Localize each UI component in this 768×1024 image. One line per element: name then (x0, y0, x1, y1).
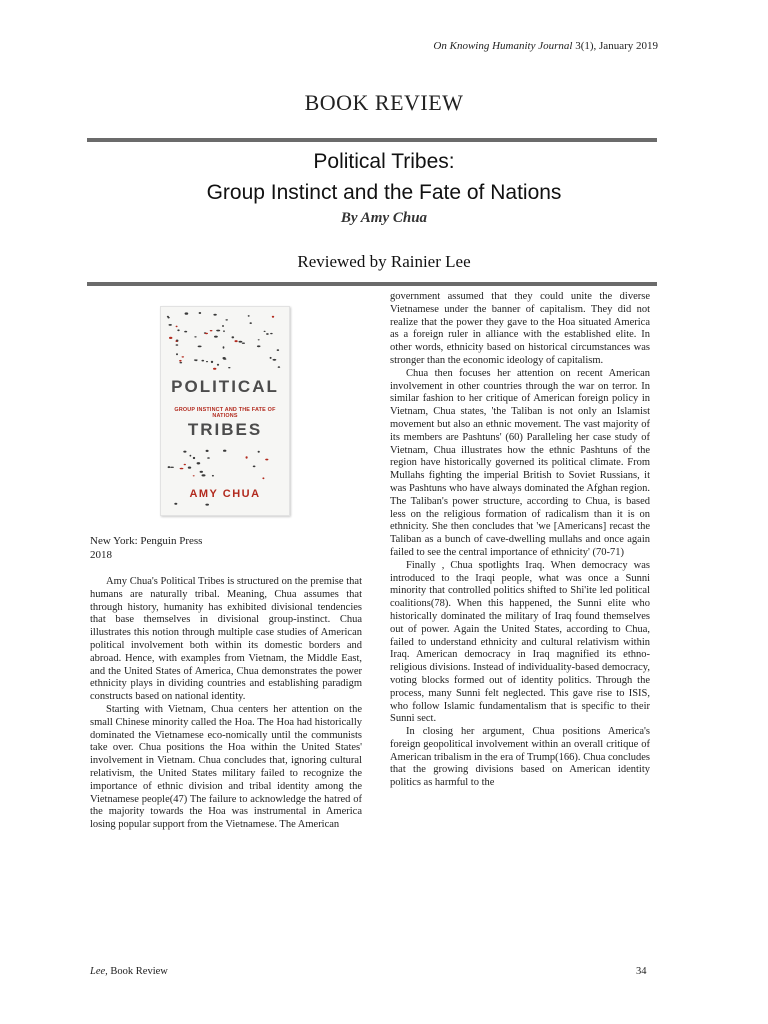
journal-issue: 3(1), January 2019 (572, 40, 658, 52)
book-author: By Amy Chua (340, 210, 428, 226)
paragraph: Amy Chua's Political Tribes is structured on the premise that humans are naturally tribal. Meaning, Chua assumes that through history, humanity has exhibited divisional tendencies that base themselves in divisional group-instinct. Chua illustrates this notion through multiple case studies of American political involvement both within its domestic borders and abroad. Hence, with examples from Vietnam, the Middle East, and the United States of America, Chua demonstrates the power ethnicity plays in dividing countries and establishing paradigm constructs based on national identity. (90, 576, 362, 703)
publication-info (90, 534, 202, 562)
cover-dot (213, 368, 216, 370)
cover-dot (194, 336, 196, 337)
cover-dot (257, 345, 261, 347)
cover-dot (183, 451, 186, 453)
cover-dot (278, 366, 280, 368)
cover-dot (223, 346, 225, 348)
cover-dot (211, 361, 213, 363)
cover-dot (207, 457, 210, 459)
cover-dot (185, 312, 189, 314)
cover-dot (265, 459, 268, 461)
cover-dot (258, 339, 260, 340)
cover-dot (177, 329, 179, 331)
cover-dot (235, 340, 238, 342)
cover-dot (239, 341, 243, 343)
cover-dot (193, 457, 195, 459)
paragraph: government assumed that they could unite the diverse Vietnamese under the banner of capitalism. They did not realize that the power they gave to the Hoa situated America as a foreign ruler in alliance with the established elite. In other words, ethnicity based on historical circumstances was stronger than the economic ideology of capitalism. (390, 291, 650, 366)
cover-dot (169, 324, 172, 326)
cover-dot (213, 314, 216, 316)
cover-dot (264, 331, 266, 332)
cover-dot (248, 315, 250, 317)
cover-dot (199, 312, 202, 314)
cover-dot (270, 357, 272, 359)
cover-dot (179, 362, 182, 363)
paragraph: Finally , Chua spotlights Iraq. When democracy was introduced to the Iraqi people, what was once a Sunni minority that controlled politics shifted to Shi'ite led political coalitions(78). When this happened, the Sunni elite who historically dominated the military of Iraq found themselves out of power. Again the United States, according to Chua, failed to understand ethnicity and cultural relativism within Iraq. American democracy in Iraq magnified its ethno-religious divisions. Instead of individuality-based democracy, voting blocks formed out of identity politics. Through the process, many Sunni felt neglected. This gave rise to ISIS, who follow Islamic fundamentalism that is specific to their Sunni sect. (390, 559, 650, 725)
section-title: BOOK REVIEW (304, 90, 464, 115)
cover-dot (184, 331, 187, 333)
cover-dot (205, 504, 209, 506)
cover-dot (197, 462, 201, 464)
cover-dot (250, 322, 252, 324)
journal-name: On Knowing Humanity Journal (433, 40, 573, 52)
book-title-line2: Group Instinct and the Fate of Nations (206, 181, 562, 204)
cover-dot (188, 467, 191, 469)
cover-title-line2: TRIBES (187, 420, 263, 439)
cover-dot (193, 475, 195, 476)
cover-dot (205, 333, 208, 334)
cover-dot (212, 475, 214, 477)
left-column (90, 576, 362, 832)
cover-dot (184, 464, 186, 466)
cover-dot (273, 359, 277, 361)
cover-dot (242, 343, 245, 344)
cover-dot (198, 346, 202, 348)
journal-header (433, 40, 658, 52)
cover-dot (174, 503, 177, 505)
cover-dot (206, 450, 209, 452)
cover-dot (195, 360, 197, 361)
cover-dot (262, 477, 264, 479)
cover-dot (168, 466, 171, 468)
cover-dot (232, 336, 235, 338)
footer-author: Lee, (90, 966, 108, 977)
right-column (390, 291, 650, 790)
paragraph: Starting with Vietnam, Chua centers her attention on the small Chinese minority called the Hoa. The Hoa had historically dominated the Vietnamese eco-nomically until the communists take over. Chua positions the Hoa within the United States' involvement in Vietnam. Chua concludes that, ignoring cultural relativism, the United States military failed to recognize the importance of ethnic division and tribal identity among the Vietnamese people(47) The failure to acknowledge the hatred of the majority towards the Hoa was instrumental in America losing popular support from the Vietnamese. The American (90, 703, 362, 831)
cover-dot (190, 455, 192, 457)
reviewer-line: Reviewed by Rainier Lee (297, 252, 471, 271)
cover-dot (176, 344, 179, 346)
publisher: New York: Penguin Press (90, 535, 203, 547)
cover-dot (200, 471, 203, 473)
publication-year: 2018 (90, 549, 112, 561)
cover-dot (246, 456, 248, 458)
cover-dot (176, 353, 178, 355)
cover-dot (169, 337, 172, 339)
cover-dot (228, 367, 230, 368)
cover-dot (277, 349, 280, 351)
cover-title-line1: POLITICAL (171, 377, 279, 396)
cover-dot (217, 364, 219, 366)
cover-dot (258, 451, 260, 453)
cover-dot (168, 317, 170, 319)
footer-label: Book Review (107, 966, 168, 977)
cover-dot (223, 330, 225, 332)
page-number: 34 (636, 966, 647, 977)
cover-dot (179, 360, 182, 362)
cover-author: AMY CHUA (189, 488, 261, 500)
cover-dot (225, 319, 228, 320)
cover-dot (206, 361, 208, 362)
cover-dot (202, 474, 206, 476)
cover-dot (272, 316, 274, 318)
cover-dot (176, 326, 178, 328)
footer-running-head (90, 966, 168, 977)
bottom-divider (87, 282, 657, 286)
book-title-line1: Political Tribes: (313, 150, 455, 173)
cover-dot (210, 330, 213, 331)
cover-dot (201, 360, 204, 362)
cover-subtitle: GROUP INSTINCT AND THE FATE OF NATIONS (174, 407, 276, 419)
cover-dot (214, 336, 218, 338)
cover-dot (222, 325, 224, 327)
cover-dot (266, 333, 269, 335)
book-cover-image (160, 306, 290, 516)
paragraph: Chua then focuses her attention on recent American involvement in other countries through the war on terror. In similar fashion to her critique of American foreign policy in Vietnam, Chua states, 'the Taliban is not only an Islamist movement but also an ethnic movement. The vast majority of its members are Pashtuns' (60) Paralleling her case study of Vietnam, Chua illustrates how the ethnic Pashtuns of the region have historically governed its political climate. From Mullahs fighting the imperial British to Soviet Russians, it was Pashtuns who have always dominated the Afghan region. The Taliban's power structure, according to Chua, is based less on the religious formation of radicalism than it is on ethnicity. She then concludes that 'we [Americans] recast the Taliban as a bunch of cave-dwelling mullahs and once again failed to see the central importance of ethnicity' (70-71) (390, 367, 650, 558)
cover-dot (176, 340, 178, 342)
cover-dot (182, 356, 185, 357)
cover-dot (180, 468, 184, 470)
paragraph: In closing her argument, Chua positions America's foreign geopolitical involvement within an overall critique of American tribalism in the era of Trump(166). Chua concludes that the growing divisions based on American identity politics as harmful to the (390, 726, 650, 789)
top-divider (87, 138, 657, 142)
cover-dot (170, 467, 174, 468)
cover-dot (216, 330, 220, 332)
cover-dot (223, 357, 226, 359)
cover-dot (253, 466, 256, 468)
cover-dot (223, 450, 226, 452)
cover-dot (270, 333, 273, 334)
